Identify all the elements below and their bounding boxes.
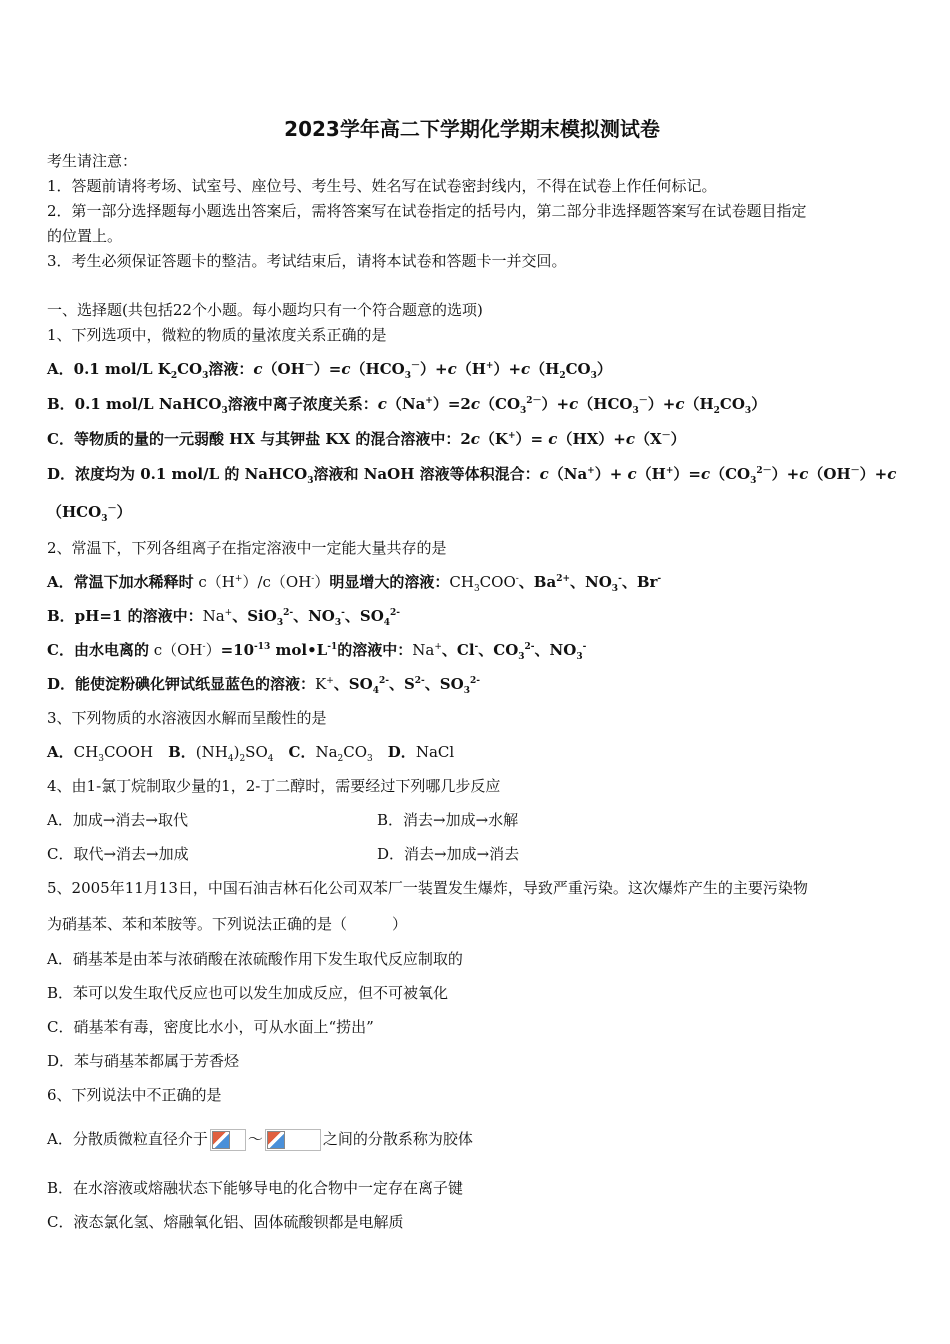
q4-option-d[interactable]: D．消去→加成→消去 [377, 845, 520, 863]
q1-option-b[interactable]: B．0.1 mol/L NaHCO$_3$溶液中离子浓度关系：$c(Na^+)=2c(CO_3^{2-})+c(HCO_3^-)+c(H_2CO_3)$ [47, 395, 767, 416]
broken-image-icon [210, 1129, 246, 1151]
q2-stem: 2、常温下，下列各组离子在指定溶液中一定能大量共存的是 [47, 539, 447, 557]
q6-option-c[interactable]: C．液态氯化氢、熔融氧化铝、固体硫酸钡都是电解质 [47, 1213, 404, 1231]
q6-option-a-suffix: 之间的分散系称为胶体 [322, 1130, 473, 1148]
q1-option-d[interactable]: D．浓度均为 0.1 mol/L 的 NaHCO$_3$溶液和 NaOH 溶液等体积混合：$c(Na^+)+ c(H^+)=c(CO_3^{2-})+c(OH^-)+c$ [47, 465, 897, 486]
q2-option-a[interactable]: A．常温下加水稀释时 c（H+）/c（OH-）明显增大的溶液：$CH_3COO^-$、$Ba^{2+}$、$NO_3^-$、Br- [47, 573, 662, 594]
q2-option-b[interactable]: B．pH=1 的溶液中：Na+、SiO$_3^{2-}$、$NO_3^-$、$SO_4^{2-}$ [47, 607, 401, 628]
q6-option-b[interactable]: B．在水溶液或熔融状态下能够导电的化合物中一定存在离子键 [47, 1179, 464, 1197]
q2-option-c[interactable]: C．由水电离的 $c(OH^-)=10^{-13}$ $mol•L^{-1}$的溶液中：Na+、Cl-、$CO_3^{2-}$、$NO_3^-$ [47, 641, 587, 662]
notice-item-1: 1．答题前请将考场、试室号、座位号、考生号、姓名写在试卷密封线内，不得在试卷上作任何标记。 [47, 177, 717, 195]
q2-option-d[interactable]: D．能使淀粉碘化钾试纸显蓝色的溶液：K+、$SO_4^{2-}$、$S^{2-}$、$SO_3^{2-}$ [47, 675, 480, 696]
q3-stem: 3、下列物质的水溶液因水解而呈酸性的是 [47, 709, 327, 727]
notice-heading: 考生请注意： [47, 152, 138, 170]
q4-stem: 4、由1-氯丁烷制取少量的1，2-丁二醇时，需要经过下列哪几步反应 [47, 777, 501, 795]
q4-option-c[interactable]: C．取代→消去→加成 [47, 845, 189, 863]
q6-option-a-prefix: A．分散质微粒直径介于 [47, 1130, 208, 1148]
q1-stem: 1、下列选项中，微粒的物质的量浓度关系正确的是 [47, 326, 387, 344]
q5-option-b[interactable]: B．苯可以发生取代反应也可以发生加成反应，但不可被氧化 [47, 984, 449, 1002]
page-title: 2023学年高二下学期化学期末模拟测试卷 [284, 117, 660, 141]
q6-option-a-tilde: ～ [247, 1130, 263, 1148]
q5-option-c[interactable]: C．硝基苯有毒，密度比水小，可从水面上“捞出” [47, 1018, 374, 1036]
q1-option-a[interactable]: A．0.1 mol/L $K_2CO_3$溶液：$c(OH^-)=c(HCO_3^-)+c(H^+)+c(H_2CO_3)$ [47, 360, 612, 381]
q3-options[interactable]: A．$CH_3COOH$ B．$(NH_4)_2SO_4$ C．$Na_2CO_3$ D．NaCl [47, 743, 455, 764]
q1-option-c[interactable]: C．等物质的量的一元弱酸 HX 与其钾盐 KX 的混合溶液中：2c（K+）= c（HX）+c（X－） [47, 430, 686, 448]
broken-image-icon [265, 1129, 321, 1151]
q1-option-d-cont: $(HCO_3^-)$ [47, 503, 132, 524]
q5-stem: 5、2005年11月13日，中国石油吉林石化公司双苯厂一装置发生爆炸，导致严重污染。这次爆炸产生的主要污染物 [47, 879, 808, 897]
q4-option-a[interactable]: A．加成→消去→取代 [47, 811, 188, 829]
q6-stem: 6、下列说法中不正确的是 [47, 1086, 222, 1104]
notice-item-2-cont: 的位置上。 [47, 227, 123, 245]
notice-item-3: 3．考生必须保证答题卡的整洁。考试结束后，请将本试卷和答题卡一并交回。 [47, 252, 567, 270]
section-heading: 一、选择题(共包括22个小题。每小题均只有一个符合题意的选项) [47, 301, 483, 319]
q5-option-d[interactable]: D．苯与硝基苯都属于芳香烃 [47, 1052, 240, 1070]
q6-option-a[interactable] [47, 1128, 473, 1151]
q4-option-b[interactable]: B．消去→加成→水解 [377, 811, 519, 829]
q5-option-a[interactable]: A．硝基苯是由苯与浓硝酸在浓硫酸作用下发生取代反应制取的 [47, 950, 463, 968]
notice-item-2: 2．第一部分选择题每小题选出答案后，需将答案写在试卷指定的括号内，第二部分非选择题答案写在试卷题目指定 [47, 202, 807, 220]
q5-stem-cont: 为硝基苯、苯和苯胺等。下列说法正确的是（ ） [47, 915, 408, 933]
